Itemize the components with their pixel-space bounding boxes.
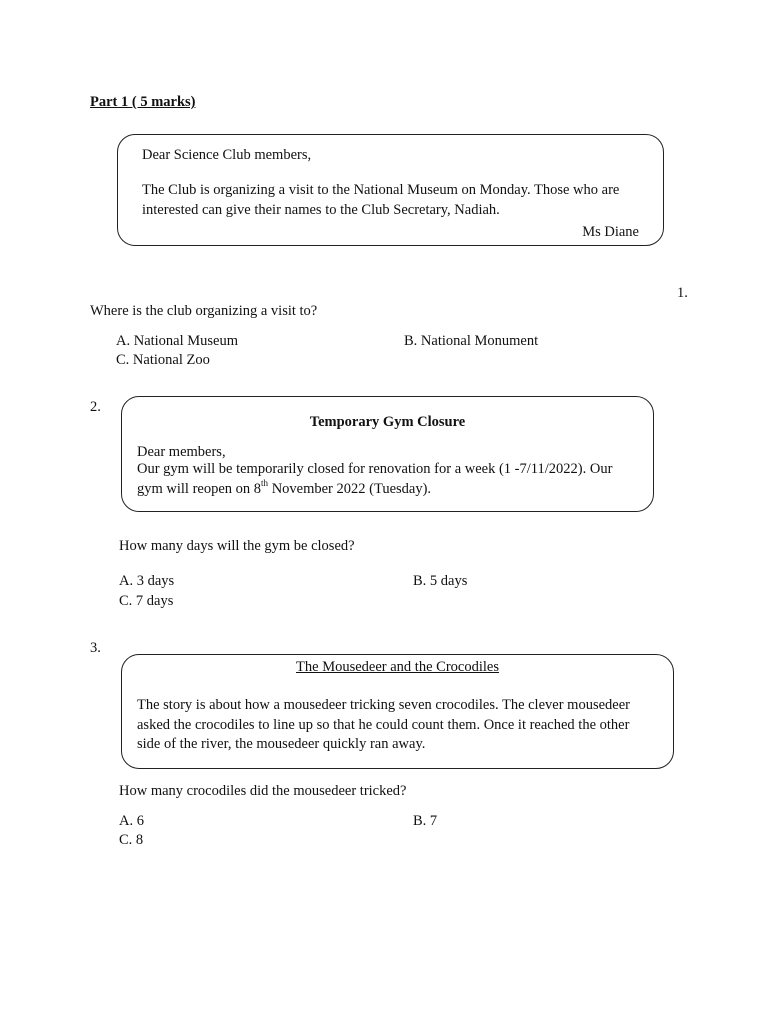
science-club-notice bbox=[117, 134, 664, 246]
option-a[interactable]: A. National Museum bbox=[116, 333, 239, 349]
story-box bbox=[121, 654, 674, 769]
option-c[interactable]: C. 8 bbox=[119, 832, 144, 848]
notice-greeting: Dear members, bbox=[137, 444, 226, 460]
option-b[interactable]: B. National Monument bbox=[404, 333, 539, 349]
notice-body-line: interested can give their names to the Club Secretary, Nadiah. bbox=[142, 202, 500, 218]
question-text: How many crocodiles did the mousedeer tricked? bbox=[119, 783, 407, 799]
question-number: 1. bbox=[677, 285, 688, 301]
question-text: How many days will the gym be closed? bbox=[119, 538, 355, 554]
option-a[interactable]: A. 6 bbox=[119, 813, 144, 829]
notice-body-text: gym will reopen on 8 bbox=[137, 481, 262, 497]
notice-body-line: The Club is organizing a visit to the National Museum on Monday. Those who are bbox=[142, 182, 620, 198]
notice-greeting: Dear Science Club members, bbox=[142, 147, 312, 163]
question-number: 3. bbox=[90, 640, 101, 656]
option-b[interactable]: B. 7 bbox=[413, 813, 438, 829]
notice-signature: Ms Diane bbox=[582, 224, 639, 240]
question-number: 2. bbox=[90, 399, 101, 415]
question-text: Where is the club organizing a visit to? bbox=[90, 303, 318, 319]
part-heading: Part 1 ( 5 marks) bbox=[90, 94, 196, 110]
option-c[interactable]: C. National Zoo bbox=[116, 352, 210, 368]
story-line: side of the river, the mousedeer quickly ran away. bbox=[137, 736, 426, 752]
story-line: The story is about how a mousedeer tricking seven crocodiles. The clever mousedeer bbox=[137, 697, 630, 713]
option-b[interactable]: B. 5 days bbox=[413, 573, 468, 589]
notice-title: Temporary Gym Closure bbox=[309, 414, 466, 430]
story-title: The Mousedeer and the Crocodiles bbox=[296, 659, 499, 675]
gym-closure-notice bbox=[121, 396, 654, 512]
notice-body-line bbox=[137, 478, 432, 498]
option-a[interactable]: A. 3 days bbox=[119, 573, 175, 589]
option-c[interactable]: C. 7 days bbox=[119, 593, 174, 609]
notice-body-text: November 2022 (Tuesday). bbox=[268, 481, 432, 497]
ordinal-suffix: th bbox=[261, 478, 269, 488]
story-line: asked the crocodiles to line up so that he could count them. Once it reached the other bbox=[137, 717, 630, 733]
notice-body-line: Our gym will be temporarily closed for renovation for a week (1 -7/11/2022). Our bbox=[137, 461, 613, 477]
